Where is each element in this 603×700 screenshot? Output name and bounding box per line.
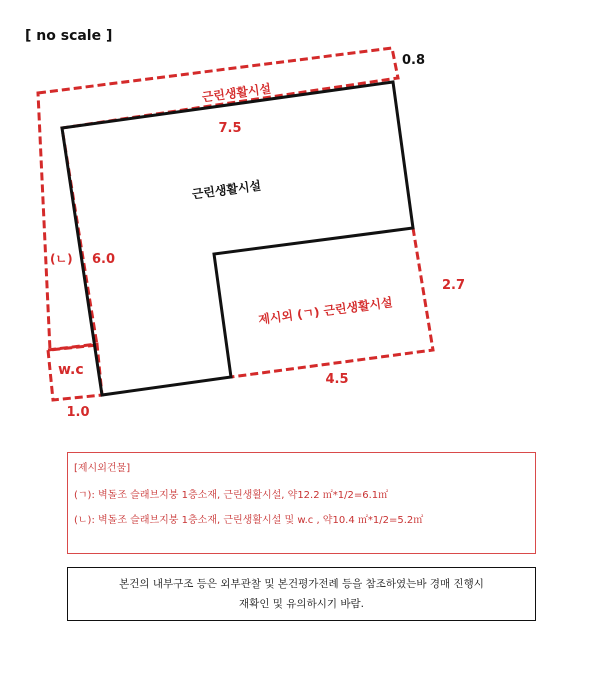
dimension-left: 6.0 [92,252,116,267]
left-annex-label: (ㄴ) [50,252,73,266]
annex-info-line-2: (ㄴ): 벽돌조 슬래브지붕 1층소재, 근린생활시설 및 w.c , 약10.4 ㎡*1/2=5.2㎡ [74,515,424,526]
dimension-strip: 0.8 [402,53,426,68]
dimension-bottom: 4.5 [325,372,349,387]
dimension-right: 2.7 [442,278,466,293]
scale-note: [ no scale ] [25,28,113,44]
outer-strip-label: 근린생활시설 [201,81,272,105]
main-building-label: 근린생활시설 [191,178,262,202]
notice-line-1: 본건의 내부구조 등은 외부관찰 및 본건평가전례 등을 참조하였는바 경매 진행시 [119,578,484,590]
annex-info-title: [제시외건물] [74,463,131,474]
annex-info-line-1: (ㄱ): 벽돌조 슬래브지붕 1층소재, 근린생활시설, 약12.2 ㎡*1/2=6.1㎡ [74,490,389,501]
dimension-top: 7.5 [218,121,242,136]
annex-label: 제시외 (ㄱ) 근린생활시설 [257,295,394,327]
wc-label: w.c [58,362,84,378]
dimension-wc-width: 1.0 [66,405,90,420]
notice-line-2: 재확인 및 유의하시기 바람. [239,598,364,610]
notice-box [67,567,536,621]
annex-info-box [67,452,536,554]
